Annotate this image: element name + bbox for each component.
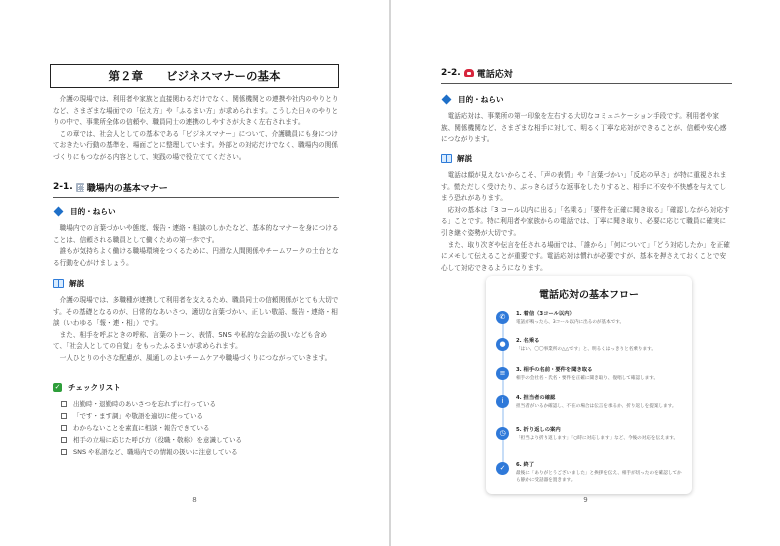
checklist-item: SNS や私語など、職場内での情報の扱いに注意している [61,446,339,458]
diamond-icon [442,94,452,104]
explain-heading: 解説 [53,277,339,289]
phone-flow-card [486,276,692,494]
diamond-icon [54,206,64,216]
book-icon [53,279,63,287]
section-divider [53,197,339,198]
checklist-item: 「です・ます調」や敬語を適切に使っている [61,410,339,422]
purpose-heading: 目的・ねらい [53,205,339,217]
list-icon: ≡ [496,367,509,380]
flow-step-title: 1. 着信（3コール以内） [516,311,575,317]
purpose-block [53,205,339,269]
checkbox[interactable] [61,401,67,407]
section-heading [53,180,339,194]
checkmark-icon: ✓ [54,382,61,391]
check-icon: ✓ [496,462,509,475]
intro-paragraph: 介護の現場では、利用者や家族と直接関わるだけでなく、関係機関との連携や社内のやりとりなど、さまざまな場面での「伝え方」や「ふるまい方」が求められます。こうした日々のやりとりの中で、事業所全体の信頼や、職員同士の連携のしやすさが大きく左右されます。 [53,95,339,127]
checkbox[interactable] [61,437,67,443]
explain-heading: 解説 [441,152,732,164]
flow-step [496,310,686,340]
intro-paragraph: この章では、社会人としての基本である「ビジネスマナー」について、介護職員にも身につけておきたい行動の基準を、場面ごとに整理しています。外部との対応だけでなく、職場内の関係づくりにもつながる内容として、実践の場で役立ててください。 [53,129,339,161]
flow-step-desc: 「担当より折り返します」「○時に対応します」など、今後の対応を伝えます。 [516,436,679,441]
checklist-item: 出勤時・退勤時のあいさつを忘れずに行っている [61,398,339,410]
explain-block [441,152,732,274]
section-heading [441,66,732,80]
flow-step-title: 5. 折り返しの案内 [516,427,561,433]
explain-paragraph: 応対の基本は「3 コール以内に出る」「名乗る」「要件を正確に聞き取る」「確認しながら対応する」ことです。特に利用者や家族からの電話では、丁寧に聞き取り、必要に応じて職員に確実に引き継ぐ姿勢が大切です。 [441,205,730,237]
explain-paragraph: また、取り次ぎや伝言を任される場面では、「誰から」「何について」「どう対応したか」を正確にメモして伝えることが重要です。電話応対は慣れが必要ですが、基本を押さえておくことで安心して対応できるようになります。 [441,240,730,272]
explain-paragraph: 一人ひとりの小さな配慮が、風通しのよいチームケアや職場づくりにつながっていきます。 [59,353,332,362]
section-number: 2-2. [441,68,461,78]
explain-paragraph: 電話は顔が見えないからこそ、「声の表情」や「言葉づかい」「反応の早さ」が特に重視されます。慌ただしく受けたり、ぶっきらぼうな返事をしたりすると、相手に不安や不快感を与えてしまう恐れがあります。 [441,171,727,203]
flow-title: 電話応対の基本フロー [539,290,639,301]
flow-step-title: 4. 担当者の確認 [516,395,556,401]
flow-step-desc: 電話が鳴ったら、3コール以内に出るのが基本です。 [516,320,625,325]
section-number: 2-1. [53,182,73,192]
chapter-intro [53,94,339,164]
flow-step-desc: 担当者がいるか確認し、不在の場合は伝言を承るか、折り返しを提案します。 [516,404,677,409]
checklist-block [53,381,339,458]
explain-paragraph: 介護の現場では、多職種が連携して利用者を支えるため、職員同士の信頼関係がとても大切です。その基礎となるのが、日常的なあいさつ、適切な言葉づかい、正しい敬語、報告・連絡・相談（いわゆる「報・連・相」）です。 [53,296,339,328]
section-divider [441,83,732,84]
checklist-item: わからないことを素直に相談・報告できている [61,422,339,434]
checkbox[interactable] [61,449,67,455]
purpose-heading: 目的・ねらい [441,93,732,105]
flow-step-desc: 最後に「ありがとうございました」と挨拶を伝え、相手が切ったのを確認してから静かに受話器を置きます。 [516,471,682,483]
purpose-paragraph: 職場内での言葉づかいや態度、報告・連絡・相談のしかたなど、基本的なマナーを身につけることは、信頼される職員として働くための第一歩です。 [53,224,339,244]
section-2-2 [441,66,732,84]
flow-step-desc: 「はい、〇〇事業所の△△です」と、明るくはっきりと名乗ります。 [516,347,656,352]
page-number: 8 [192,496,197,504]
flow-step-title: 6. 終了 [516,462,535,468]
flow-step-desc: 相手の会社名・氏名・要件を正確に聞き取り、復唱して確認します。 [516,376,659,381]
page-number: 9 [583,496,588,504]
chapter-title: 第２章 ビジネスマナーの基本 [50,64,339,88]
flow-step [496,394,686,424]
explain-paragraph: また、相手を呼ぶときの呼称、言葉のトーン、表情、SNS や私的な会話の扱いなども含めて、「社会人としての自覚」をもったふるまいが求められます。 [53,330,327,351]
flow-step [496,337,686,367]
section-title: 電話応対 [476,69,513,80]
flow-step [496,366,686,396]
checkbox[interactable] [61,425,67,431]
section-2-1 [53,180,339,198]
flow-step-title: 3. 相手の名前・要件を聞き取る [516,367,593,373]
flow-step [496,461,686,491]
purpose-paragraph: 誰もが気持ちよく働ける職場環境をつくるために、円滑な人間関係やチームワークの土台となる行動を心がけましょう。 [53,247,339,267]
purpose-paragraph: 電話応対は、事業所の第一印象を左右する大切なコミュニケーション手段です。利用者や家族、関係機関など、さまざまな相手に対して、明るく丁寧な応対ができることが、信頼や安心感につながります。 [441,112,727,144]
building-icon [76,183,84,192]
section-title: 職場内の基本マナー [86,183,168,194]
explain-block [53,277,339,365]
book-icon [441,154,451,162]
checklist-heading: ✓ チェックリスト [54,382,121,392]
flow-step [496,426,686,456]
checklist-item: 相手の立場に応じた呼び方（役職・敬称）を意識している [61,434,339,446]
phone-icon: ✆ [496,311,509,324]
telephone-icon [464,69,474,77]
info-icon: i [496,395,509,408]
checklist [53,398,339,458]
left-page [0,0,389,546]
flow-step-title: 2. 名乗る [516,338,540,344]
purpose-block [441,93,732,146]
clock-icon: ◷ [496,427,509,440]
user-icon: ● [496,338,509,351]
checkbox[interactable] [61,413,67,419]
